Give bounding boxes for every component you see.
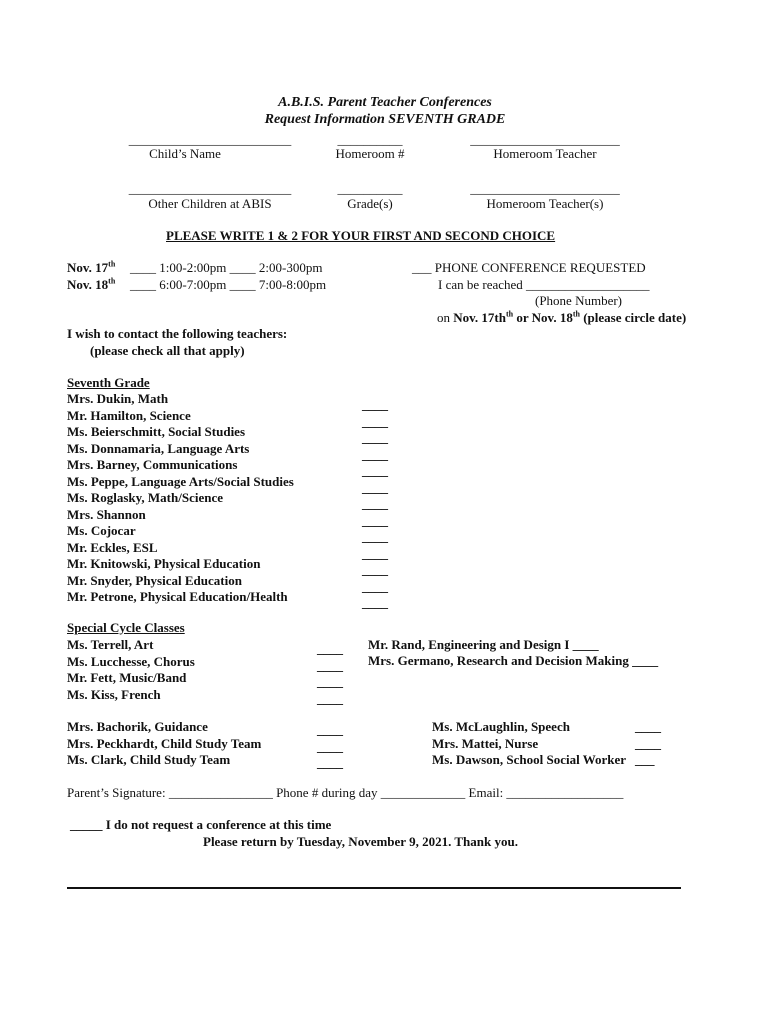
special-right-item[interactable]: Mrs. Germano, Research and Decision Making ____ xyxy=(368,653,659,668)
teacher-name: Ms. Donnamaria, Language Arts xyxy=(67,440,250,456)
seventh-grade-heading: Seventh Grade xyxy=(67,375,150,390)
date-nov-18: Nov. 18th xyxy=(67,276,116,292)
form-subtitle: Request Information SEVENTH GRADE xyxy=(264,112,506,127)
grades-field[interactable]: __________ xyxy=(337,181,403,196)
bottom-rule xyxy=(67,887,681,889)
staff-name: Ms. Clark, Child Study Team xyxy=(67,752,231,767)
grades-label: Grade(s) xyxy=(347,196,393,211)
teacher-checkbox-blank[interactable]: ____ xyxy=(362,545,388,561)
special-teacher-name: Ms. Lucchesse, Chorus xyxy=(67,653,195,669)
form-title: A.B.I.S. Parent Teacher Conferences xyxy=(278,95,492,110)
homeroom-teachers-field[interactable]: _______________________ xyxy=(470,181,620,196)
staff-checkbox-blank-right[interactable]: ____ xyxy=(635,719,661,734)
teacher-checkbox-blank[interactable]: ____ xyxy=(362,595,388,610)
childs-name-label: Child’s Name xyxy=(149,146,221,161)
teacher-checkbox-blank[interactable]: ____ xyxy=(362,397,388,412)
no-conference-option[interactable]: _____ I do not request a conference at this time xyxy=(70,817,332,832)
contact-heading: I wish to contact the following teachers: xyxy=(67,326,288,341)
special-checkbox-blank[interactable]: ____ xyxy=(317,674,343,689)
teacher-name: Mr. Hamilton, Science xyxy=(67,407,191,423)
staff-name: Mrs. Bachorik, Guidance xyxy=(67,719,208,734)
teacher-name: Ms. Roglasky, Math/Science xyxy=(67,490,223,505)
special-checkbox-blank[interactable]: ____ xyxy=(317,690,343,706)
staff-name-right: Mrs. Mattei, Nurse xyxy=(432,735,539,751)
teacher-name: Mr. Eckles, ESL xyxy=(67,539,158,555)
special-teacher-name: Ms. Terrell, Art xyxy=(67,637,154,652)
staff-checkbox-blank[interactable]: ____ xyxy=(317,722,343,737)
homeroom-number-label: Homeroom # xyxy=(335,146,405,161)
teacher-checkbox-blank[interactable]: ____ xyxy=(362,529,388,544)
special-right-item[interactable]: Mr. Rand, Engineering and Design I ____ xyxy=(368,637,599,652)
phone-conference-requested[interactable]: ___ PHONE CONFERENCE REQUESTED xyxy=(412,260,646,275)
other-children-label: Other Children at ABIS xyxy=(148,196,272,211)
teacher-checkbox-blank[interactable]: ____ xyxy=(362,479,388,495)
slots-nov-17[interactable]: ____ 1:00-2:00pm ____ 2:00-300pm xyxy=(130,260,323,275)
staff-checkbox-blank-right[interactable]: ___ xyxy=(635,752,655,767)
contact-note: (please check all that apply) xyxy=(90,343,245,358)
return-note: Please return by Tuesday, November 9, 2021. Thank you. xyxy=(203,834,518,849)
teacher-name: Mr. Petrone, Physical Education/Health xyxy=(67,589,288,604)
special-teacher-name: Ms. Kiss, French xyxy=(67,686,161,702)
special-checkbox-blank[interactable]: ____ xyxy=(317,657,343,673)
teacher-checkbox-blank[interactable]: ____ xyxy=(362,578,388,594)
teacher-checkbox-blank[interactable]: ____ xyxy=(362,463,388,478)
special-teacher-name: Mr. Fett, Music/Band xyxy=(67,670,187,685)
teacher-checkbox-blank[interactable]: ____ xyxy=(362,562,388,577)
other-children-field[interactable]: _________________________ xyxy=(128,181,292,196)
phone-date-choice[interactable]: on Nov. $17th^{th}$ or Nov. 18th (please circle date) xyxy=(437,309,687,325)
teacher-checkbox-blank[interactable]: ____ xyxy=(362,496,388,511)
teacher-checkbox-blank[interactable]: ____ xyxy=(362,413,388,429)
choice-instruction: PLEASE WRITE 1 & 2 FOR YOUR FIRST AND SECOND CHOICE xyxy=(166,228,556,243)
teacher-name: Mrs. Dukin, Math xyxy=(67,391,169,406)
homeroom-number-field[interactable]: __________ xyxy=(337,132,403,147)
staff-name-right: Ms. McLaughlin, Speech xyxy=(432,719,570,734)
teacher-name: Mr. Snyder, Physical Education xyxy=(67,572,242,588)
date-nov-17: Nov. 17th xyxy=(67,259,116,275)
teacher-name: Ms. Beierschmitt, Social Studies xyxy=(67,424,246,439)
teacher-checkbox-blank[interactable]: ____ xyxy=(362,430,388,445)
teacher-name: Ms. Cojocar xyxy=(67,523,136,538)
phone-reached-field[interactable]: I can be reached ___________________ xyxy=(438,277,650,292)
teacher-name: Mr. Knitowski, Physical Education xyxy=(67,556,261,571)
childs-name-field[interactable]: _________________________ xyxy=(128,132,292,147)
homeroom-teacher-label: Homeroom Teacher xyxy=(493,146,597,161)
slots-nov-18[interactable]: ____ 6:00-7:00pm ____ 7:00-8:00pm xyxy=(130,277,327,292)
homeroom-teacher-field[interactable]: _______________________ xyxy=(470,132,620,147)
staff-checkbox-blank-right[interactable]: ____ xyxy=(635,735,661,751)
teacher-name: Mrs. Shannon xyxy=(67,506,146,522)
special-cycle-heading: Special Cycle Classes xyxy=(67,620,185,635)
teacher-name: Mrs. Barney, Communications xyxy=(67,457,238,472)
phone-number-label: (Phone Number) xyxy=(535,293,623,308)
special-checkbox-blank[interactable]: ____ xyxy=(317,641,343,656)
teacher-checkbox-blank[interactable]: ____ xyxy=(362,446,388,462)
staff-name: Mrs. Peckhardt, Child Study Team xyxy=(67,735,262,751)
staff-checkbox-blank[interactable]: ____ xyxy=(317,738,343,754)
teacher-name: Ms. Peppe, Language Arts/Social Studies xyxy=(67,473,294,489)
staff-checkbox-blank[interactable]: ____ xyxy=(317,755,343,770)
staff-name-right: Ms. Dawson, School Social Worker xyxy=(432,752,627,767)
homeroom-teachers-label: Homeroom Teacher(s) xyxy=(486,196,604,211)
teacher-checkbox-blank[interactable]: ____ xyxy=(362,512,388,528)
signature-line[interactable]: Parent’s Signature: ________________ Phone # during day _____________ Email: __________________ xyxy=(67,785,624,800)
